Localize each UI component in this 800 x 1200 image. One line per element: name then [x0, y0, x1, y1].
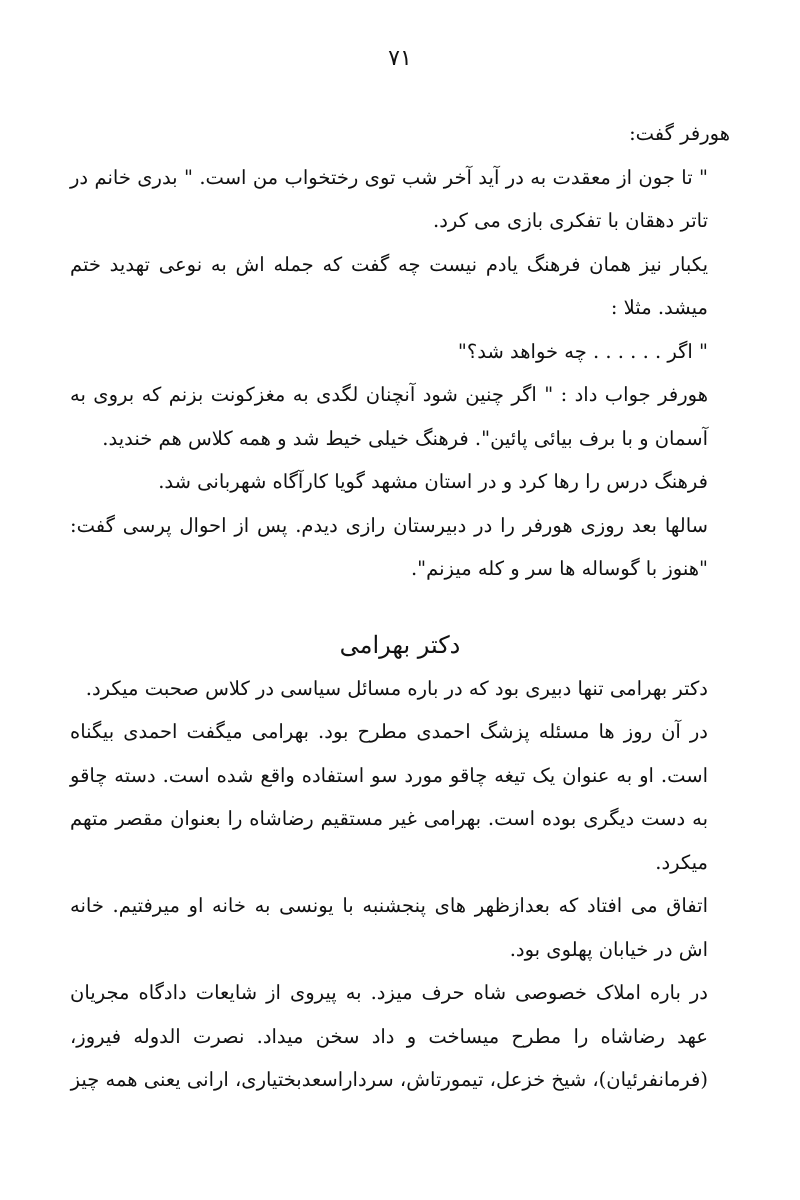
paragraph: " اگر . . . . . . چه خواهد شد؟" — [457, 339, 708, 363]
paragraph: سالها بعد روزی هورفر را در دبیرستان رازی دیدم. پس از احوال پرسی گفت: "هنوز با گوساله ها سر و کله میزنم". — [70, 513, 708, 580]
document-body — [70, 112, 730, 1102]
paragraph: فرهنگ درس را رها کرد و در استان مشهد گویا کارآگاه شهربانی شد. — [158, 470, 708, 493]
paragraph: دکتر بهرامی تنها دبیری بود که در باره مسائل سیاسی در کلاس صحبت میکرد. — [85, 676, 708, 700]
paragraph: یکبار نیز همان فرهنگ یادم نیست چه گفت که جمله اش به نوعی تهدید ختم میشد. مثلا : — [70, 252, 708, 319]
section-1 — [70, 112, 730, 591]
paragraph: هورفر جواب داد : " اگر چنین شود آنچنان لگدی به مغزکونت بزنم که بروی به آسمان و با برف بیائی پائین". فرهنگ خیلی خیط شد و همه کلاس هم خندید. — [70, 383, 708, 450]
paragraph: در باره املاک خصوصی شاه حرف میزد. به پیروی از شایعات دادگاه مجریان عهد رضاشاه را مطرح میساخت و داد سخن میداد. نصرت الدوله فیروز، (فرمانفرئیان)، شیخ خزعل، تیمورتاش، سرداراسعدبختیاری، ارانی یعنی همه چیز — [70, 981, 708, 1091]
paragraph: " تا جون از معقدت به در آید آخر شب توی رختخواب من است. " بدری خانم در تاتر دهقان با تفکری بازی می کرد. — [70, 165, 708, 232]
section-heading: دکتر بهرامی — [339, 630, 461, 659]
paragraph: در آن روز ها مسئله پزشگ احمدی مطرح بود. بهرامی میگفت احمدی بیگناه است. او به عنوان یک تیغه چاقو مورد سو استفاده واقع شده است. دسته چاقو به دست دیگری بوده است. بهرامی غیر مستقیم رضاشاه را بعنوان مقصر متهم میکرد. — [70, 720, 708, 874]
paragraph: هورفر گفت: — [629, 122, 730, 145]
section-2 — [70, 623, 730, 1102]
paragraph: اتفاق می افتاد که بعدازظهر های پنجشنبه با یونسی به خانه او میرفتیم. خانه اش در خیابان پهلوی بود. — [70, 894, 708, 961]
page-number: ۷۱ — [388, 46, 412, 71]
